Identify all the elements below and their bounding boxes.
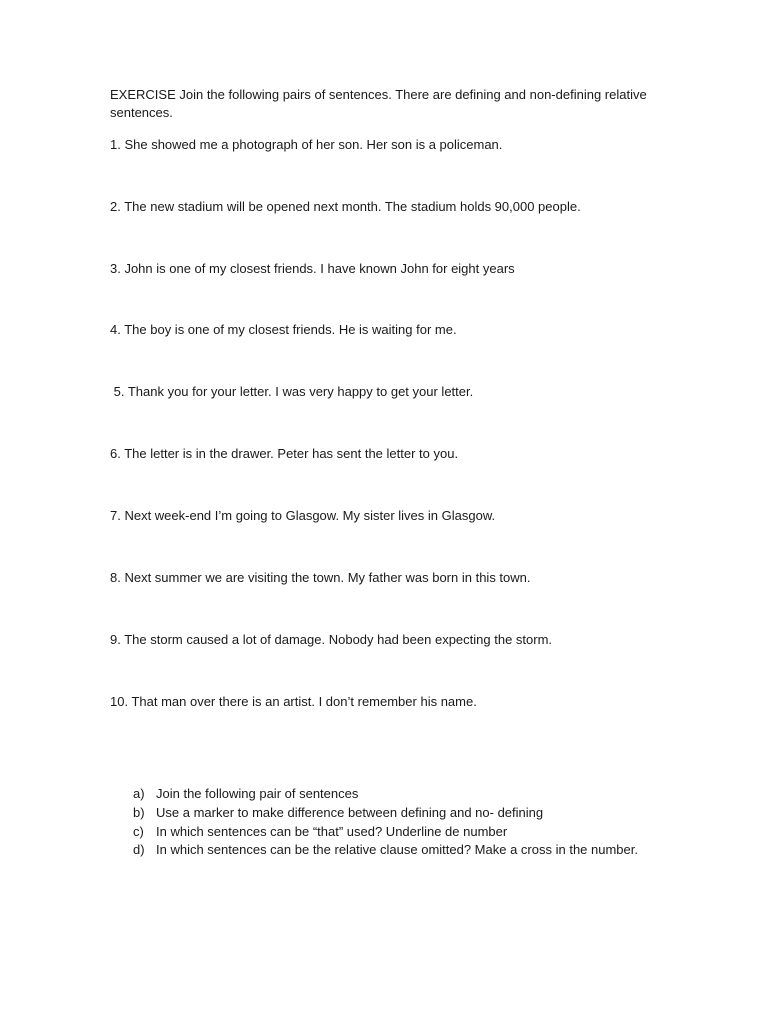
task-marker: c) (133, 823, 144, 839)
task-text: Join the following pair of sentences (156, 786, 359, 801)
exercise-item-9: 9. The storm caused a lot of damage. Nobody had been expecting the storm. (110, 632, 553, 647)
task-item-d (133, 841, 638, 860)
exercise-item-6: 6. The letter is in the drawer. Peter has sent the letter to you. (110, 446, 459, 461)
exercise-item-4: 4. The boy is one of my closest friends. He is waiting for me. (110, 322, 457, 337)
exercise-item-7: 7. Next week-end I’m going to Glasgow. My sister lives in Glasgow. (110, 508, 496, 523)
task-marker: a) (133, 786, 145, 801)
task-marker: d) (133, 842, 145, 858)
task-text: In which sentences can be the relative clause omitted? Make a cross in the number. (156, 842, 638, 858)
task-text: Use a marker to make difference between defining and no- defining (156, 804, 544, 820)
task-item-b (133, 804, 638, 823)
exercise-item-1: 1. She showed me a photograph of her son. Her son is a policeman. (110, 137, 503, 152)
exercise-item-3: 3. John is one of my closest friends. I have known John for eight years (110, 261, 515, 276)
task-list (133, 785, 638, 860)
exercise-item-5: 5. Thank you for your letter. I was very happy to get your letter. (110, 384, 474, 399)
exercise-item-2: 2. The new stadium will be opened next month. The stadium holds 90,000 people. (110, 199, 581, 214)
exercise-item-10: 10. That man over there is an artist. I don’t remember his name. (110, 694, 477, 709)
exercise-item-8: 8. Next summer we are visiting the town. My father was born in this town. (110, 570, 531, 585)
task-marker: b) (133, 804, 145, 820)
task-item-a (133, 785, 638, 804)
task-text: In which sentences can be “that” used? Underline de number (156, 823, 508, 839)
task-item-c (133, 823, 638, 842)
exercise-heading: EXERCISE Join the following pairs of sentences. There are defining and non-defining relative sentences. (110, 87, 647, 120)
